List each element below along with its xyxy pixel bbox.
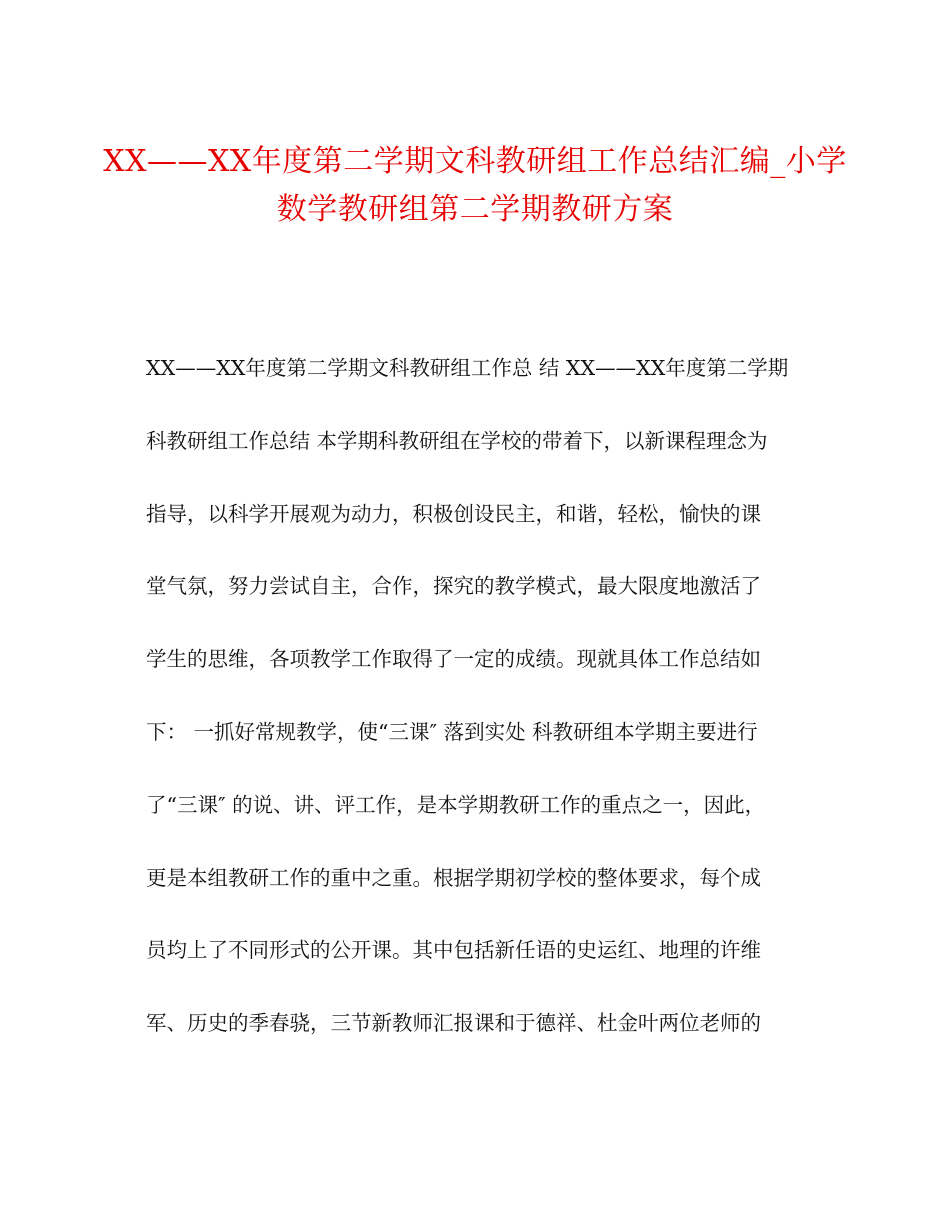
body-line-4: 堂气氛，努力尝试自主，合作，探究的教学模式，最大限度地激活了 [146, 574, 761, 599]
body-line-2: 科教研组工作总结 本学期科教研组在学校的带着下，以新课程理念为 [146, 428, 768, 453]
body-line-1: XX——XX年度第二学期文科教研组工作总 结 XX——XX年度第二学期 [146, 356, 789, 380]
body-line-9: 员均上了不同形式的公开课。其中包括新任语的史运红、地理的许维 [146, 938, 761, 963]
body-line-10: 军、历史的季春骁，三节新教师汇报课和于德祥、杜金叶两位老师的 [146, 1011, 761, 1036]
body-line-7: 了“三课″ 的说、讲、评工作，是本学期教研工作的重点之一，因此， [146, 792, 766, 817]
body-line-6: 下： 一抓好常规教学，使“三课″ 落到实处 科教研组本学期主要进行 [146, 719, 758, 744]
document-body [146, 343, 816, 1071]
title-line-2: 数学教研组第二学期教研方案 [276, 192, 674, 227]
body-line-8: 更是本组教研工作的重中之重。根据学期初学校的整体要求，每个成 [146, 865, 761, 890]
body-line-3: 指导，以科学开展观为动力，积极创设民主，和谐，轻松，愉快的课 [146, 501, 761, 526]
body-line-5: 学生的思维，各项教学工作取得了一定的成绩。现就具体工作总结如 [146, 647, 761, 672]
document-title [100, 138, 850, 234]
title-line-1: XX——XX年度第二学期文科教研组工作总结汇编_小学 [103, 144, 847, 179]
